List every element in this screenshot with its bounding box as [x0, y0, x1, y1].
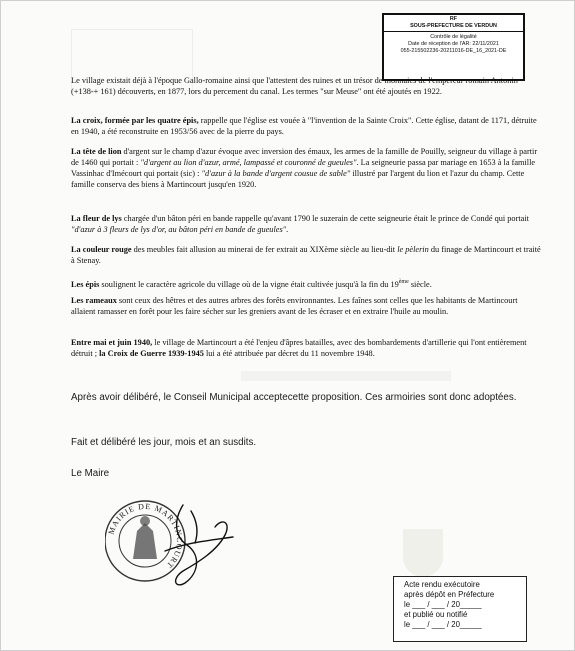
paragraph-war-1940	[71, 337, 541, 359]
done-statement	[71, 436, 541, 449]
paragraph-fleur-de-lys	[71, 213, 541, 235]
lion-blazon-pouilly: "d'argent au lion d'azur, armé, lampassé et couronné de gueules"	[140, 158, 357, 167]
paragraph-ears-of-wheat	[71, 277, 541, 290]
lion-text-c: illustré par l'argent du lion et l'azur du champ. Cette famille conserva des biens à Martincourt jusqu'en 1920.	[71, 169, 525, 189]
cross-heading: La croix, formée par les quatre épis,	[71, 116, 199, 125]
execution-line-4: et publié ou notifié	[404, 610, 468, 619]
epis-text-a: soulignent le caractère agricole du village où de la vigne était cultivée jusqu'à la fin du 19	[99, 279, 399, 289]
war-heading: Entre mai et juin 1940,	[71, 338, 153, 347]
deliberation-text: Après avoir délibéré, le Conseil Municipal acceptecette proposition. Ces armoiries sont donc adoptées.	[71, 392, 517, 403]
execution-box	[393, 576, 527, 642]
bleed-through-heading	[241, 371, 451, 381]
rameaux-heading: Les rameaux	[71, 296, 117, 305]
epis-superscript: ème	[398, 279, 409, 285]
war-text-b: lui a été attribuée par décret du 11 novembre 1948.	[203, 349, 375, 358]
signatory-text: Le Maire	[71, 468, 110, 479]
paragraph-history	[71, 75, 541, 97]
rameaux-text: sont ceux des hêtres et des autres arbres des forêts environnantes. Les faînes sont celles que les habitants de Martincourt allaient ramasser en forêt pour les faire sécher sur les greniers avant de les écraser et en extraire l'huile au moulin.	[71, 296, 518, 316]
red-text-b: du finage de Martincourt et traité à Stenay.	[71, 245, 541, 265]
stamp-line-reference: 055-215502236-20211016-DE_16_2021-DE	[400, 48, 507, 54]
execution-line-1: Acte rendu exécutoire	[404, 580, 480, 589]
history-text: Le village existait déjà à l'époque Gallo-romaine ainsi que l'attestent des ruines et un trésor de monnaies de l'empereur romain Antonin (+138-+ 161) découverts, en 1877, lors du percement du canal. Les termes "sur Meuse" ont été ajoutés en 1922.	[71, 76, 518, 96]
red-heading: La couleur rouge	[71, 245, 132, 254]
lion-text-b: . La seigneurie passa par mariage en 1653 à la famille Vassinhac d'Imécourt qui portait (sic) :	[71, 158, 536, 178]
red-text-a: des meubles fait allusion au minerai de fer extrait au XIXème siècle au lieu-dit	[131, 245, 398, 254]
execution-line-2: après dépôt en Préfecture	[404, 590, 495, 599]
prefecture-reception-stamp	[382, 13, 525, 81]
bleed-through-crest	[403, 529, 443, 577]
stamp-rf: RF	[449, 16, 458, 22]
stamp-line-date: Date de réception de l'AR: 22/11/2021	[408, 41, 499, 47]
war-text-a: le village de Martincourt a été l'enjeu d'âpres batailles, avec des bombardements d'artillerie qui l'ont entièrement détruit ;	[71, 338, 527, 358]
stamp-line-legalite: Contrôle de légalité	[430, 34, 477, 40]
execution-line-5: le ___ / ___ / 20_____	[404, 620, 482, 629]
paragraph-lion	[71, 146, 541, 190]
mairie-seal-and-signature	[105, 491, 255, 591]
svg-text:MAIRIE DE MARTINCOURT: MAIRIE DE MARTINCOURT	[106, 501, 185, 571]
lion-heading: La tête de lion	[71, 147, 122, 156]
stamp-header	[384, 15, 523, 32]
paragraph-red-colour	[71, 244, 541, 266]
epis-text-b: siècle.	[408, 279, 432, 289]
lys-blazon: "d'azur à 3 fleurs de lys d'or, au bâton péri en bande de gueules"	[71, 225, 287, 234]
lion-blazon-vassinhac: "d'azur à la bande d'argent cousue de sable"	[201, 169, 351, 178]
paragraph-branches	[71, 295, 541, 317]
done-text: Fait et délibéré les jour, mois et an susdits.	[71, 437, 257, 448]
lion-text-a: d'argent sur le champ d'azur évoque avec inversion des émaux, les armes de la famille de Pouilly, seigneur du village à partir de 1460 qui portait :	[71, 147, 538, 167]
stamp-office: SOUS-PREFECTURE DE VERDUN	[410, 23, 497, 29]
lys-heading: La fleur de lys	[71, 214, 122, 223]
execution-line-3: le ___ / ___ / 20_____	[404, 600, 482, 609]
paragraph-cross	[71, 115, 541, 137]
red-place-name: le pèlerin	[397, 245, 429, 254]
lys-text-b: .	[286, 225, 289, 234]
mairie-seal	[105, 501, 185, 581]
deliberation-statement	[71, 391, 541, 404]
signatory-label	[71, 467, 541, 480]
epis-heading: Les épis	[71, 279, 100, 289]
war-croix-de-guerre: la Croix de Guerre 1939-1945	[99, 349, 204, 358]
stamp-body	[384, 32, 523, 55]
lys-text-a: chargée d'un bâton péri en bande rappelle qu'avant 1790 le suzerain de cette seigneurie était le prince de Condé qui portait	[121, 214, 529, 223]
cross-text: rappelle que l'église est vouée à "l'invention de la Sainte Croix". Cette église, datant de 1171, détruite en 1940, a été reconstruite en 1953/56 avec de la pierre du pays.	[71, 116, 537, 136]
